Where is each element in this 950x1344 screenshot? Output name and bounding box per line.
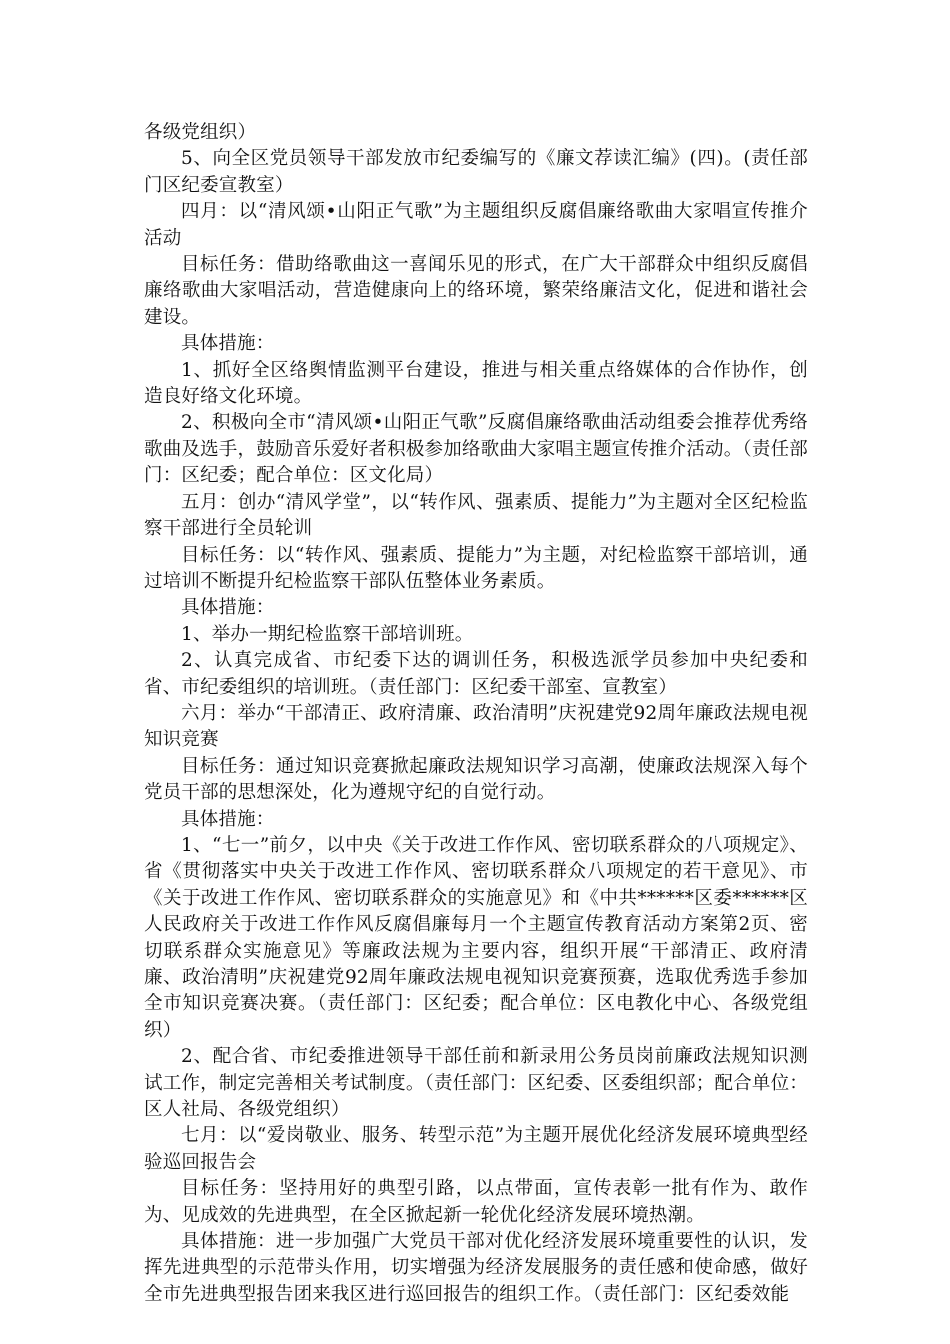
section-heading-may: 五月：创办“清风学堂”，以“转作风、强素质、提能力”为主题对全区纪检监察干部进行全员轮训	[144, 491, 808, 540]
paragraph: 具体措施：	[181, 597, 275, 619]
section-heading-june: 六月：举办“干部清正、政府清廉、政治清明”庆祝建党92周年廉政法规电视知识竞赛	[144, 702, 808, 751]
paragraph: 目标任务：坚持用好的典型引路，以点带面，宣传表彰一批有作为、敢作为、见成效的先进典型，在全区掀起新一轮优化经济发展环境热潮。	[144, 1178, 808, 1226]
paragraph: 2、配合省、市纪委推进领导干部任前和新录用公务员岗前廉政法规知识测试工作，制定完善相关考试制度。（责任部门：区纪委、区委组织部；配合单位：区人社局、各级党组织）	[144, 1046, 808, 1121]
document-body	[144, 120, 808, 1308]
paragraph: 目标任务：以“转作风、强素质、提能力”为主题，对纪检监察干部培训，通过培训不断提升纪检监察干部队伍整体业务素质。	[144, 544, 808, 592]
paragraph: 具体措施：进一步加强广大党员干部对优化经济发展环境重要性的认识，发挥先进典型的示范带头作用，切实增强为经济发展服务的责任感和使命感，做好全市先进典型报告团来我区进行巡回报告的组织工作。（责任部门：区纪委效能	[144, 1231, 808, 1305]
paragraph: 5、向全区党员领导干部发放市纪委编写的《廉文荐读汇编》(四)。(责任部门区纪委宣教室）	[144, 148, 808, 196]
paragraph: 具体措施：	[181, 333, 275, 355]
paragraph: 目标任务：通过知识竞赛掀起廉政法规知识学习高潮，使廉政法规深入每个党员干部的思想深处，化为遵规守纪的自觉行动。	[144, 755, 808, 804]
paragraph: 目标任务：借助络歌曲这一喜闻乐见的形式，在广大干部群众中组织反腐倡廉络歌曲大家唱活动，营造健康向上的络环境，繁荣络廉洁文化，促进和谐社会建设。	[144, 254, 808, 328]
paragraph: 具体措施：	[181, 808, 275, 830]
paragraph: 1、抓好全区络舆情监测平台建设，推进与相关重点络媒体的合作协作，创造良好络文化环境。	[144, 359, 808, 408]
paragraph: 1、举办一期纪检监察干部培训班。	[181, 623, 474, 645]
paragraph: 1、“七一”前夕，以中央《关于改进工作作风、密切联系群众的八项规定》、省《贯彻落实中央关于改进工作作风、密切联系群众八项规定的若干意见》、市《关于改进工作作风、密切联系群众的实施意见》和《中共******区委******区人民政府关于改进工作作风反腐倡廉每月一个主题宣传教育活动方案第2页、密切联系群众实施意见》等廉政法规为主要内容，组织开展“干部清正、政府清廉、政治清明”庆祝建党92周年廉政法规电视知识竞赛预赛，选取优秀选手参加全市知识竞赛决赛。（责任部门：区纪委；配合单位：区电教化中心、各级党组织）	[144, 834, 808, 1041]
section-heading-july: 七月：以“爱岗敬业、服务、转型示范”为主题开展优化经济发展环境典型经验巡回报告会	[144, 1125, 808, 1173]
paragraph: 各级党组织）	[144, 122, 257, 143]
paragraph: 2、积极向全市“清风颂•山阳正气歌”反腐倡廉络歌曲活动组委会推荐优秀络歌曲及选手，鼓励音乐爱好者积极参加络歌曲大家唱主题宣传推介活动。（责任部门：区纪委；配合单位：区文化局）	[144, 412, 808, 487]
paragraph: 2、认真完成省、市纪委下达的调训任务，积极选派学员参加中央纪委和省、市纪委组织的培训班。（责任部门：区纪委干部室、宣教室）	[144, 650, 808, 698]
section-heading-april: 四月：以“清风颂•山阳正气歌”为主题组织反腐倡廉络歌曲大家唱宣传推介活动	[144, 201, 808, 249]
